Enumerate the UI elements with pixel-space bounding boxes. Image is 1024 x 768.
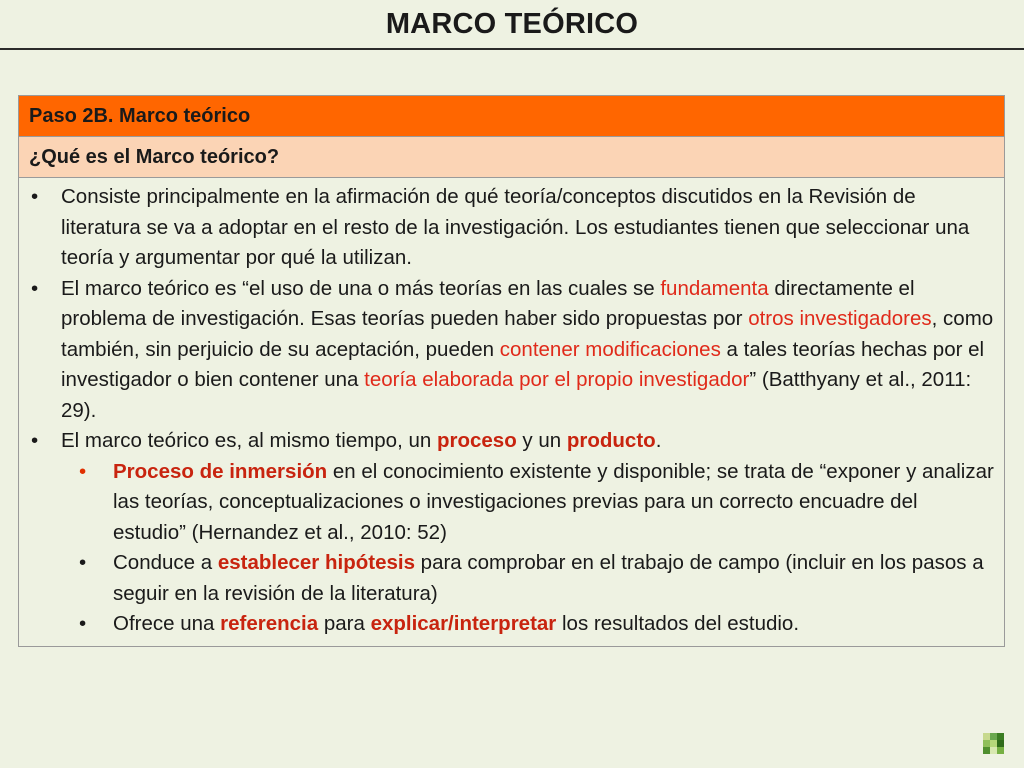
sub-bullet-hipotesis-text-1: Conduce a (113, 551, 218, 574)
sub-bullet-hipotesis-text-2: para comprobar en el trabajo de campo (incluir en los pasos a seguir en la revisión de la literatura) (113, 551, 984, 605)
highlight-explicar-interpretar: explicar/interpretar (370, 612, 557, 635)
green-squares-logo-icon (983, 733, 1005, 755)
bullet-quote-text-1: El marco teórico es “el uso de una o más teorías en las cuales se (61, 276, 661, 300)
bullet-pp-text-3: . (655, 429, 662, 452)
highlight-producto: producto (566, 429, 656, 452)
sub-bullet-referencia-text-2: para (318, 612, 371, 635)
bullet-quote-text-4: a tales teorías hechas por el investigador o bien contener una (61, 337, 985, 391)
highlight-otros-investigadores: otros investigadores (748, 307, 932, 330)
table-subheader-row (19, 137, 1005, 178)
sub-bullet-inmersion-text: en el conocimiento existente y disponible; se trata de “exponer y analizar las teorías, conceptualizaciones o investigaciones previas para un correcto encuadre del estudio” (Hernandez et al., 2010: 52) (113, 459, 994, 544)
sub-bullet-referencia (27, 609, 996, 640)
bullet-definition-text: Consiste principalmente en la afirmación de qué teoría/conceptos discutidos en la Revisión de literatura se va a adoptar en el resto de la investigación. Los estudiantes tienen que seleccionar una teoría y argumentar por qué la utilizan. (61, 185, 970, 269)
sub-bullet-referencia-text-3: los resultados del estudio. (556, 612, 800, 635)
sub-bullet-list (27, 457, 996, 640)
table-body-row (19, 178, 1005, 647)
sub-bullet-inmersion (27, 457, 996, 549)
highlight-teoria-elaborada: teoría elaborada por el propio investigador (364, 368, 750, 391)
highlight-establecer-hipotesis: establecer hipótesis (217, 551, 415, 574)
bullet-quote-text-5: ” (Batthyany et al., 2011: 29). (61, 368, 972, 422)
bullet-definition (27, 182, 996, 274)
highlight-fundamenta: fundamenta (660, 276, 769, 300)
table-subheader-cell: ¿Qué es el Marco teórico? (19, 137, 1005, 178)
bullet-pp-text-1: El marco teórico es, al mismo tiempo, un (61, 429, 437, 452)
bullet-list (27, 182, 996, 457)
sub-bullet-referencia-text-1: Ofrece una (113, 612, 221, 635)
bullet-pp-text-2: y un (516, 429, 567, 452)
highlight-referencia: referencia (220, 612, 319, 635)
highlight-proceso-inmersion: Proceso de inmersión (113, 459, 328, 483)
bullet-quote (27, 274, 996, 427)
slide-title: MARCO TEÓRICO (385, 8, 639, 40)
bullet-proceso-producto (27, 426, 996, 457)
sub-bullet-hipotesis (27, 548, 996, 609)
bullet-quote-text-3: , como también, sin perjuicio de su aceptación, pueden (61, 307, 994, 361)
content-table (18, 95, 1005, 647)
highlight-proceso: proceso (436, 429, 517, 452)
table-header-cell: Paso 2B. Marco teórico (19, 96, 1005, 137)
highlight-contener-modificaciones: contener modificaciones (499, 337, 721, 361)
bullet-quote-text-2: directamente el problema de investigación. Esas teorías pueden haber sido propuestas por (61, 276, 915, 330)
table-header-row (19, 96, 1005, 137)
title-divider (0, 48, 1024, 50)
table-body-cell (19, 178, 1005, 647)
